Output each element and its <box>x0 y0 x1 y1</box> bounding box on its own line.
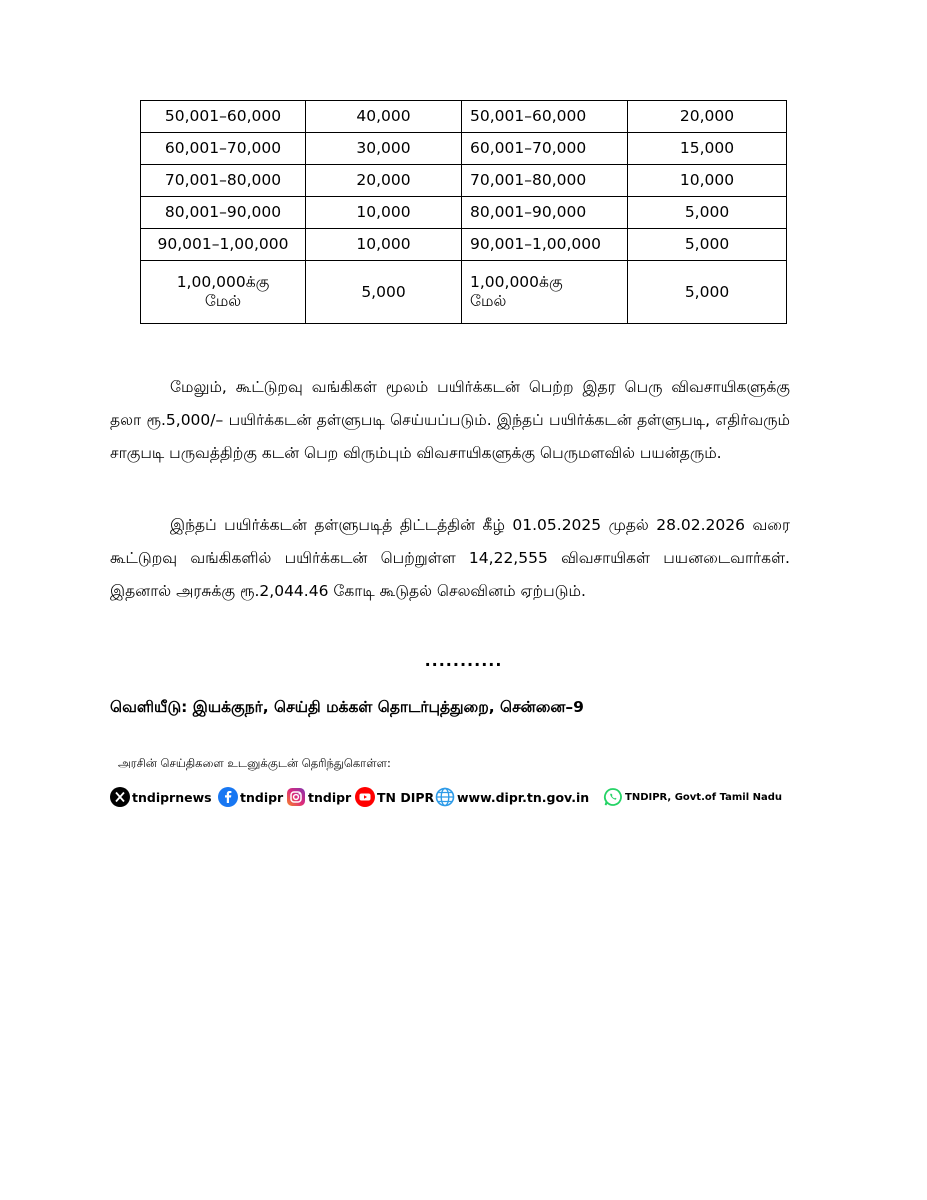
social-label: TNDIPR, Govt.of Tamil Nadu <box>625 791 783 803</box>
release-line: வெளியீடு: இயக்குநர், செய்தி மக்கள் தொடர்புத்துறை, சென்னை–9 <box>110 698 584 716</box>
paragraph-beneficiaries: இந்தப் பயிர்க்கடன் தள்ளுபடித் திட்டத்தின் கீழ் 01.05.2025 முதல் 28.02.2026 வரை கூட்டுறவு வங்கிகளில் பயிர்க்கடன் பெற்றுள்ள 14,22,555 விவசாயிகள் பயனடைவார்கள். இதனால் அரசுக்கு ரூ.2,044.46 கோடி கூடுதல் செலவினம் ஏற்படும். <box>110 516 790 600</box>
table-cell: 20,000 <box>306 165 462 197</box>
table-cell: 60,001–70,000 <box>462 133 628 165</box>
cell-line: 1,00,000க்கு <box>470 273 563 291</box>
x-icon <box>110 787 130 807</box>
table-cell <box>462 261 628 324</box>
table-cell <box>141 261 306 324</box>
paragraph-waiver-large-farmers: மேலும், கூட்டுறவு வங்கிகள் மூலம் பயிர்க்கடன் பெற்ற இதர பெரு விவசாயிகளுக்கு தலா ரூ.5,000/– பயிர்க்கடன் தள்ளுபடி செய்யப்படும். இந்தப் பயிர்க்கடன் தள்ளுபடி, எதிர்வரும் சாகுபடி பருவத்திற்கு கடன் பெற விரும்பும் விவசாயிகளுக்கு பெருமளவில் பயன்தரும். <box>110 378 790 462</box>
table-row <box>141 261 787 324</box>
social-label: tndipr <box>308 789 352 805</box>
table-cell: 15,000 <box>628 133 787 165</box>
table-cell: 50,001–60,000 <box>141 101 306 133</box>
table-cell: 10,000 <box>306 197 462 229</box>
social-link-whatsapp[interactable] <box>603 785 782 809</box>
social-label: tndiprnews <box>132 789 212 805</box>
whatsapp-icon <box>603 787 623 807</box>
cell-line: 1,00,000க்கு <box>176 273 270 291</box>
table-cell: 5,000 <box>628 197 787 229</box>
table-cell: 5,000 <box>628 261 787 324</box>
globe-icon <box>435 787 455 807</box>
table-cell: 5,000 <box>306 261 462 324</box>
facebook-icon <box>218 787 238 807</box>
table-row <box>141 197 787 229</box>
table-cell: 20,000 <box>628 101 787 133</box>
table-cell: 50,001–60,000 <box>462 101 628 133</box>
social-link-instagram[interactable] <box>286 785 351 809</box>
loan-waiver-table <box>140 100 787 324</box>
table-row <box>141 133 787 165</box>
cell-line: மேல் <box>204 292 242 310</box>
social-links-bar <box>110 785 810 809</box>
table-row <box>141 101 787 133</box>
table-cell: 80,001–90,000 <box>462 197 628 229</box>
table-cell: 60,001–70,000 <box>141 133 306 165</box>
social-link-x[interactable] <box>110 785 212 809</box>
social-link-website[interactable] <box>435 785 589 809</box>
social-link-facebook[interactable] <box>218 785 283 809</box>
table-cell: 90,001–1,00,000 <box>141 229 306 261</box>
instagram-icon <box>286 787 306 807</box>
separator-dots: ........... <box>424 651 503 670</box>
table-cell: 70,001–80,000 <box>141 165 306 197</box>
table-cell: 80,001–90,000 <box>141 197 306 229</box>
cell-line: மேல் <box>470 292 507 310</box>
table-row <box>141 165 787 197</box>
table-row <box>141 229 787 261</box>
youtube-icon <box>355 787 375 807</box>
social-label: TN DIPR <box>377 789 435 805</box>
table-cell: 10,000 <box>306 229 462 261</box>
follow-text: அரசின் செய்திகளை உடனுக்குடன் தெரிந்துகொள்ள: <box>118 756 391 770</box>
table-cell: 5,000 <box>628 229 787 261</box>
social-link-youtube[interactable] <box>355 785 434 809</box>
social-label: tndipr <box>240 789 284 805</box>
table-cell: 10,000 <box>628 165 787 197</box>
social-label: www.dipr.tn.gov.in <box>457 789 590 805</box>
table-cell: 70,001–80,000 <box>462 165 628 197</box>
table-cell: 30,000 <box>306 133 462 165</box>
table-cell: 90,001–1,00,000 <box>462 229 628 261</box>
table-cell: 40,000 <box>306 101 462 133</box>
